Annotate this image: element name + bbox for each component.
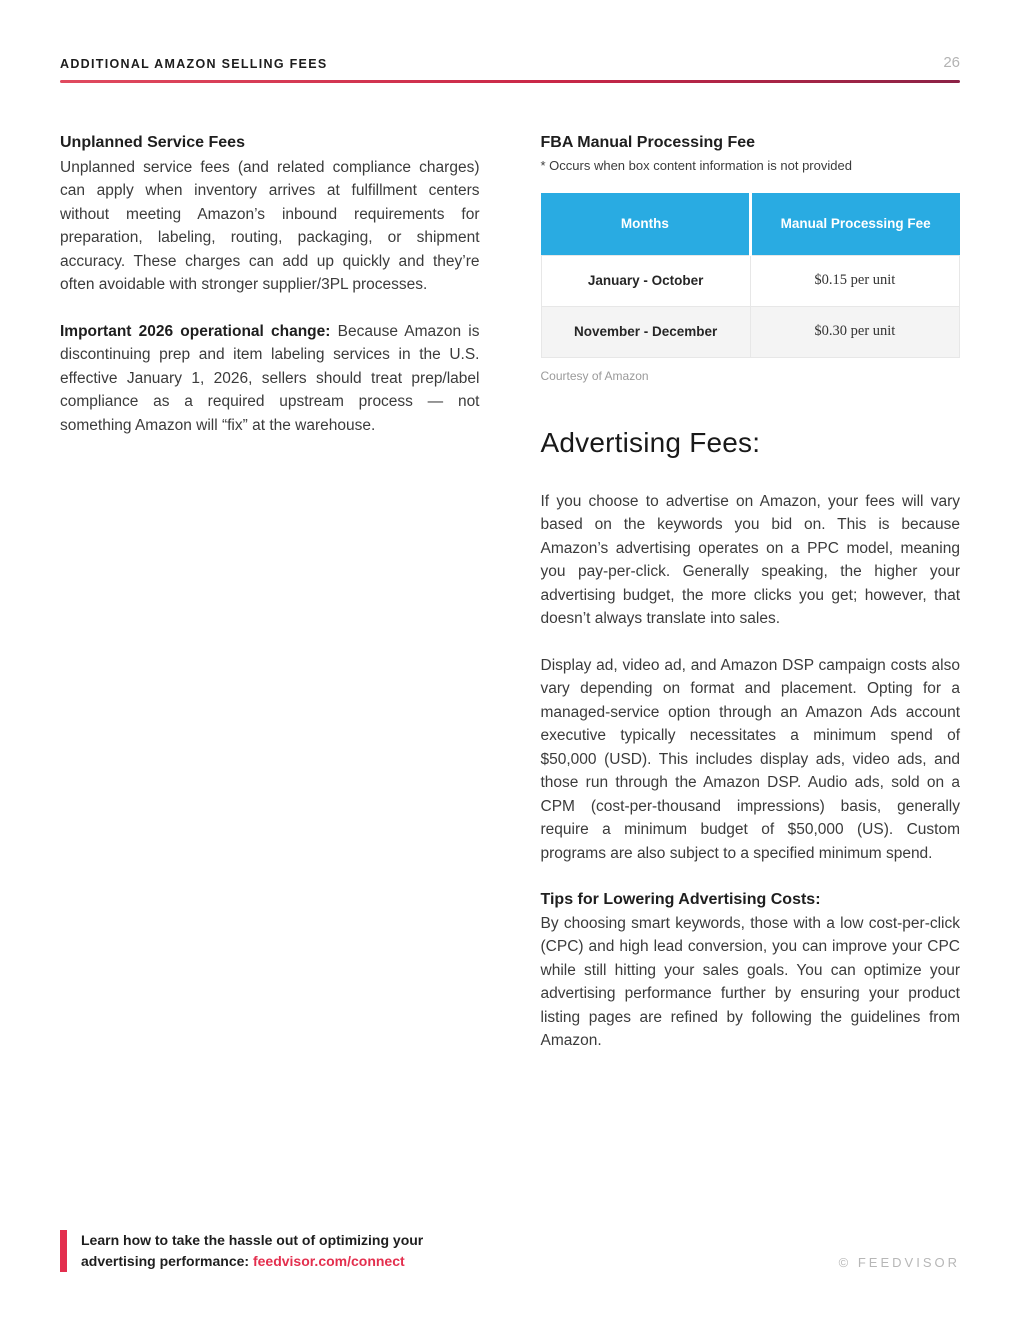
cta-block [60, 1230, 501, 1272]
operational-change-lead: Important 2026 operational change: [60, 322, 331, 340]
table-row [541, 306, 960, 357]
page-header [0, 0, 1020, 71]
right-column [541, 131, 961, 1053]
table-cell-fee: $0.15 per unit [750, 255, 959, 306]
advertising-fees-heading: Advertising Fees: [540, 426, 761, 458]
table-cell-fee: $0.30 per unit [750, 306, 959, 357]
table-cell-months: November - December [541, 306, 750, 357]
advertising-paragraph-1: If you choose to advertise on Amazon, your fees will vary based on the keywords you bid on. This is because Amazon’s advertising operates on a PPC model, meaning you pay-per-click. Generally speaking, the higher your advertising budget, the more clicks you get; however, that doesn’t always translate into sales. [540, 492, 960, 627]
tips-paragraph: By choosing smart keywords, those with a low cost-per-click (CPC) and high lead conversion, you can improve your CPC while still hitting your sales goals. You can optimize your advertising performance further by ensuring your product listing pages are refined by following the guidelines from Amazon. [540, 914, 960, 1049]
unplanned-service-fees-paragraph: Unplanned service fees (and related compliance charges) can apply when inventory arrives at fulfillment centers without meeting Amazon’s inbound requirements for preparation, labeling, routing, packaging, or shipment accuracy. These charges can add up quickly and they’re often avoidable with stronger supplier/3PL processes. [60, 158, 480, 293]
unplanned-service-fees-heading: Unplanned Service Fees [60, 134, 245, 151]
accent-bar [60, 1230, 67, 1272]
page-footer [60, 1230, 960, 1272]
table-header-fee: Manual Processing Fee [750, 193, 959, 256]
table-cell-months: January - October [541, 255, 750, 306]
fba-manual-processing-heading: FBA Manual Processing Fee [540, 134, 756, 151]
manual-processing-fee-table [541, 193, 961, 358]
left-column [60, 131, 480, 1053]
table-caption: Courtesy of Amazon [540, 368, 649, 383]
operational-change-body: Because Amazon is discontinuing prep and item labeling services in the U.S. effective January 1, 2026, sellers should treat prep/label compliance as a required upstream process — not something Amazon will “fix” at the warehouse. [60, 322, 480, 434]
table-header-months: Months [541, 193, 750, 256]
advertising-paragraph-2: Display ad, video ad, and Amazon DSP campaign costs also vary depending on format and placement. Opting for a managed-service option through an Amazon Ads account executive typically necessitates a minimum spend of $50,000 (USD). This includes display ads, video ads, and those run through the Amazon DSP. Audio ads, sold on a CPM (cost-per-thousand impressions) basis, generally require a minimum budget of $50,000 (US). Custom programs are also subject to a specified minimum spend. [540, 656, 960, 862]
page-title: ADDITIONAL AMAZON SELLING FEES [60, 57, 328, 71]
table-header-row [541, 193, 960, 256]
operational-change-paragraph [60, 320, 480, 438]
tips-heading: Tips for Lowering Advertising Costs: [540, 891, 821, 908]
table-row [541, 255, 960, 306]
page-number: 26 [943, 54, 960, 71]
feedvisor-brand: © FEEDVISOR [838, 1255, 960, 1270]
cta-label: Learn how to take the hassle out of optimizing your advertising performance: [81, 1232, 424, 1269]
fba-footnote: * Occurs when box content information is not provided [540, 157, 852, 173]
content-columns [0, 83, 1020, 1053]
cta-text [81, 1230, 501, 1272]
cta-link[interactable]: feedvisor.com/connect [252, 1253, 405, 1269]
